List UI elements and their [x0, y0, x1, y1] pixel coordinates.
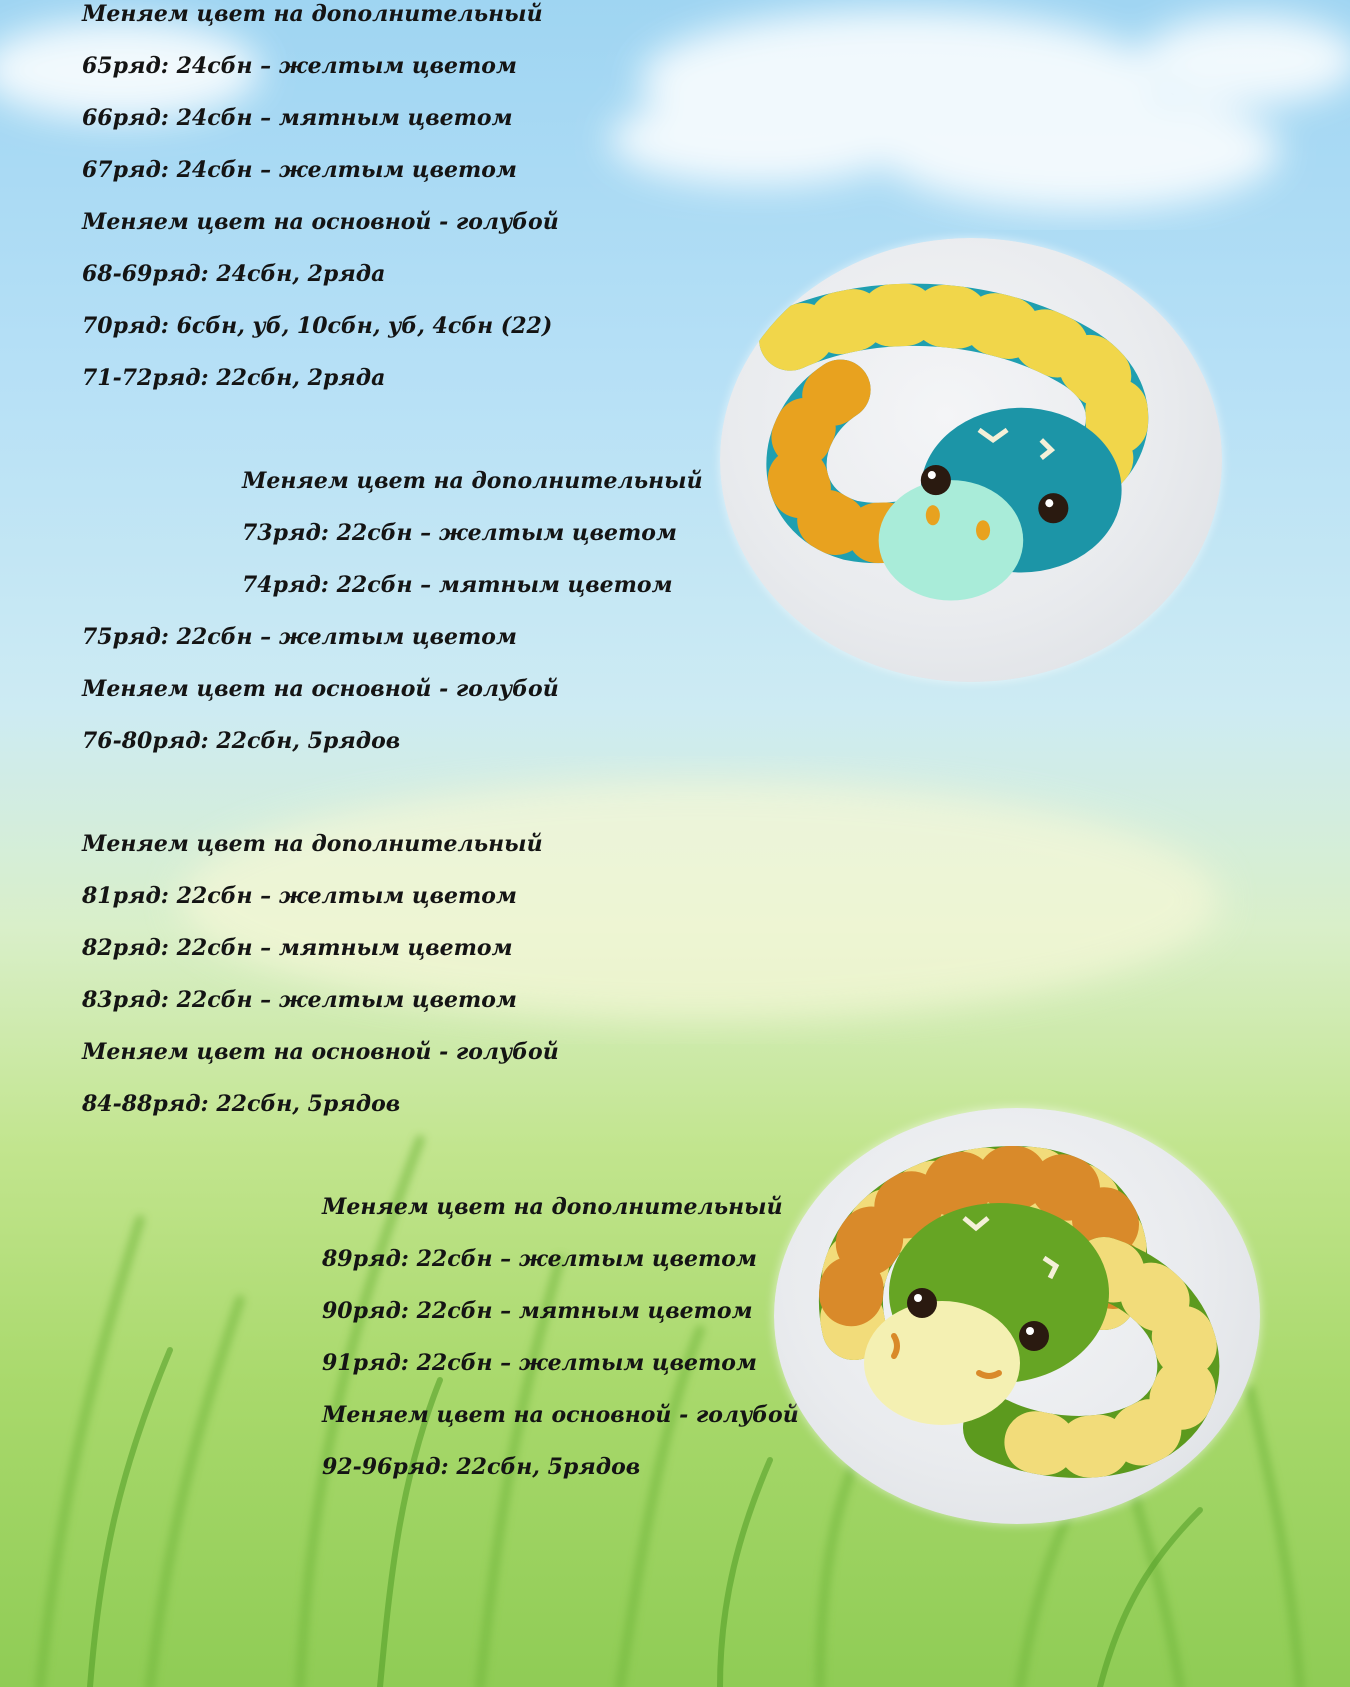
- pattern-line: Меняем цвет на основной - голубой: [322, 1402, 799, 1428]
- pattern-line: Меняем цвет на дополнительный: [82, 1, 543, 27]
- pattern-line: 89ряд: 22сбн – желтым цветом: [322, 1246, 757, 1272]
- pattern-line: 92-96ряд: 22сбн, 5рядов: [322, 1454, 641, 1480]
- pattern-line: Меняем цвет на основной - голубой: [82, 209, 559, 235]
- pattern-line: 71-72ряд: 22сбн, 2ряда: [82, 365, 386, 391]
- blue-snake-photo: [720, 238, 1222, 682]
- pattern-line: Меняем цвет на дополнительный: [82, 831, 543, 857]
- pattern-line: Меняем цвет на основной - голубой: [82, 1039, 559, 1065]
- pattern-line: 90ряд: 22сбн – мятным цветом: [322, 1298, 753, 1324]
- green-snake-photo: [774, 1108, 1260, 1524]
- pattern-line: Меняем цвет на дополнительный: [242, 468, 703, 494]
- pattern-line: 67ряд: 24сбн – желтым цветом: [82, 157, 517, 183]
- pattern-line: Меняем цвет на основной - голубой: [82, 676, 559, 702]
- pattern-line: 74ряд: 22сбн – мятным цветом: [242, 572, 673, 598]
- pattern-line: 76-80ряд: 22сбн, 5рядов: [82, 728, 401, 754]
- pattern-line: 91ряд: 22сбн – желтым цветом: [322, 1350, 757, 1376]
- pattern-line: 65ряд: 24сбн – желтым цветом: [82, 53, 517, 79]
- pattern-line: 70ряд: 6сбн, уб, 10сбн, уб, 4сбн (22): [82, 313, 553, 339]
- pattern-line: 75ряд: 22сбн – желтым цветом: [82, 624, 517, 650]
- pattern-line: Меняем цвет на дополнительный: [322, 1194, 783, 1220]
- pattern-line: 68-69ряд: 24сбн, 2ряда: [82, 261, 386, 287]
- pattern-line: 82ряд: 22сбн – мятным цветом: [82, 935, 513, 961]
- pattern-line: 81ряд: 22сбн – желтым цветом: [82, 883, 517, 909]
- pattern-line: 73ряд: 22сбн – желтым цветом: [242, 520, 677, 546]
- pattern-line: 66ряд: 24сбн – мятным цветом: [82, 105, 513, 131]
- pattern-line: 83ряд: 22сбн – желтым цветом: [82, 987, 517, 1013]
- pattern-line: 84-88ряд: 22сбн, 5рядов: [82, 1091, 401, 1117]
